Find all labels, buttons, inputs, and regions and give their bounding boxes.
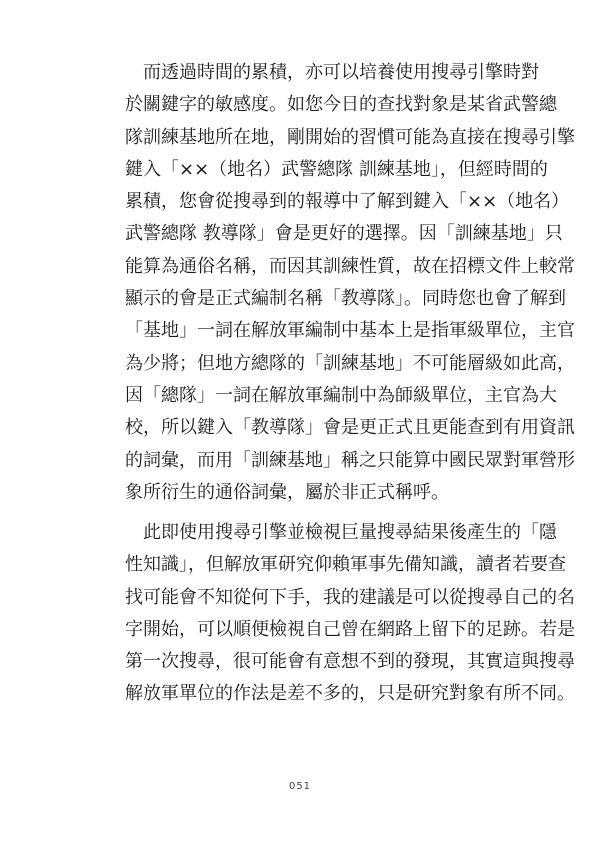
- text-line: 為少將；但地方總隊的「訓練基地」不可能層級如此高，: [125, 352, 575, 374]
- paragraph-1: [125, 57, 575, 509]
- text-line: 找可能會不知從何下手，我的建議是可以從搜尋自己的名: [125, 586, 575, 608]
- page-number: 051: [288, 781, 312, 792]
- text-line: 於關鍵字的敏感度。如您今日的查找對象是某省武警總: [125, 94, 557, 116]
- text-line: 校，所以鍵入「教導隊」會是更正式且更能查到有用資訊: [125, 417, 575, 439]
- text-line: 因「總隊」一詞在解放軍編制中為師級單位，主官為大: [125, 384, 557, 406]
- text-line: 的詞彙，而用「訓練基地」稱之只能算中國民眾對軍營形: [125, 449, 575, 471]
- text-line: 能算為通俗名稱，而因其訓練性質，故在招標文件上較常: [125, 255, 575, 277]
- text-line: 而透過時間的累積，亦可以培養使用搜尋引擎時對: [143, 62, 539, 83]
- text-line: 象所衍生的通俗詞彙，屬於非正式稱呼。: [125, 481, 449, 503]
- text-line: 「基地」一詞在解放軍編制中基本上是指軍級單位，主官: [125, 320, 575, 342]
- text-line: 顯示的會是正式編制名稱「教導隊」。同時您也會了解到: [125, 288, 566, 310]
- text-line: 累積，您會從搜尋到的報導中了解到鍵入「××（地名）: [125, 191, 570, 213]
- text-line: 字開始，可以順便檢視自己曾在網路上留下的足跡。若是: [125, 618, 575, 640]
- text-line: 第一次搜尋，很可能會有意想不到的發現，其實這與搜尋: [125, 651, 575, 673]
- text-line: 武警總隊 教導隊」會是更好的選擇。因「訓練基地」只: [125, 223, 563, 245]
- text-line: 此即使用搜尋引擎並檢視巨量搜尋結果後產生的「隱: [143, 522, 557, 543]
- text-line: 解放軍單位的作法是差不多的，只是研究對象有所不同。: [125, 683, 575, 705]
- text-line: 性知識」，但解放軍研究仰賴軍事先備知識，讀者若要查: [125, 554, 566, 576]
- text-line: 鍵入「××（地名）武警總隊 訓練基地」，但經時間的: [125, 158, 548, 180]
- paragraph-2: [125, 517, 575, 711]
- text-line: 隊訓練基地所在地，剛開始的習慣可能為直接在搜尋引擎: [125, 126, 575, 148]
